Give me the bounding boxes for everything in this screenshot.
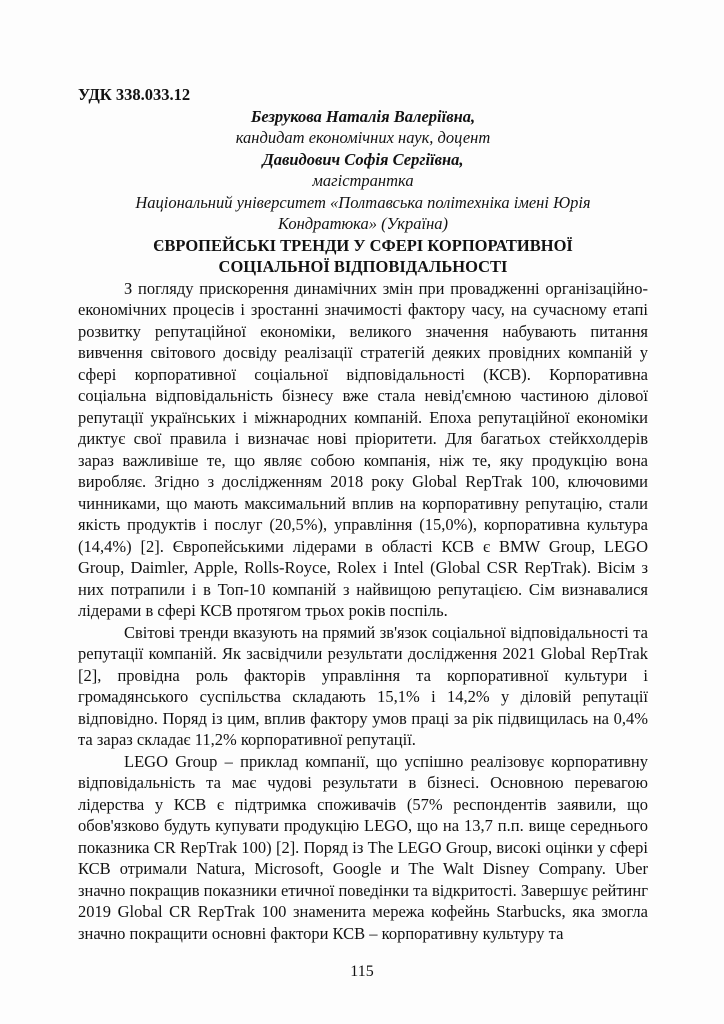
author-name-2: Давидович Софія Сергіївна,	[262, 149, 464, 169]
author-role-2: магістрантка	[312, 171, 414, 190]
article-title-line-1: ЄВРОПЕЙСЬКІ ТРЕНДИ У СФЕРІ КОРПОРАТИВНОЇ	[153, 235, 573, 255]
affiliation-line-2: Кондратюка» (Україна)	[277, 214, 448, 233]
author-name-1: Безрукова Наталія Валеріївна,	[250, 106, 476, 126]
page-content	[78, 84, 648, 944]
affiliation-line-1: Національний університет «Полтавська політехніка імені Юрія	[135, 192, 591, 212]
paragraph-2: Світові тренди вказують на прямий зв'язок соціальної відповідальності та репутації компаній. Як засвідчили результати дослідження 2021 Global RepTrak [2], провідна роль факторів управління та корпоративної культури і громадянського суспільства складають 15,1% і 14,2% у діловій репутації відповідно. Поряд із цим, вплив фактору умов праці за рік підвищилась на 0,4% та зараз складає 11,2% корпоративної репутації.	[78, 622, 648, 749]
udc-number: УДК 338.033.12	[78, 85, 191, 104]
article-title-line-2: СОЦІАЛЬНОЇ ВІДПОВІДАЛЬНОСТІ	[218, 257, 508, 276]
author-role-1: кандидат економічних наук, доцент	[235, 128, 491, 147]
paragraph-3: LEGO Group – приклад компанії, що успішно реалізовує корпоративну відповідальність та має чудові результати в бізнесі. Основною перевагою лідерства у КСВ є підтримка споживачів (57% респондентів заявили, що обов'язково будуть купувати продукцію LEGO, що на 13,7 п.п. вище середнього показника CR RepTrak 100) [2]. Поряд із The LEGO Group, високі оцінки у сфері КСВ отримали Natura, Microsoft, Google и The Walt Disney Company. Uber значно покращив показники етичної поведінки та відкритості. Завершує рейтинг 2019 Global CR RepTrak 100 знаменита мережа кофейнь Starbucks, яка змогла значно покращити основні фактори КСВ – корпоративну культуру та	[78, 751, 648, 943]
page-number: 115	[350, 963, 374, 980]
paragraph-1: З погляду прискорення динамічних змін при провадженні організаційно-економічних процесів і зростанні значимості фактору часу, на сучасному етапі розвитку репутаційної економіки, великого значення набувають питання вивчення світового досвіду реалізації стратегій деяких провідних компаній у сфері корпоративної соціальної відповідальності (КСВ). Корпоративна соціальна відповідальність бізнесу вже стала невід'ємною частиною ділової репутації українських і міжнародних компаній. Епоха репутаційної економіки диктує свої правила і визначає нові пріоритети. Для багатьох стейкхолдерів зараз важливіше те, що являє собою компанія, ніж те, яку продукцію вона виробляє. Згідно з дослідженням 2018 року Global RepTrak 100, ключовими чинниками, що мають максимальний вплив на корпоративну репутацію, стали якість продуктів і послуг (20,5%), управління (15,0%), корпоративна культура (14,4%) [2]. Європейськими лідерами в області КСВ є BMW Group, LEGO Group, Daimler, Apple, Rolls-Royce, Rolex і Intel (Global CSR RepTrak). Вісім з них потрапили і в Топ-10 компаній з найвищою репутацією. Сім визнавалися лідерами в сфері КСВ протягом трьох років поспіль.	[78, 278, 648, 620]
